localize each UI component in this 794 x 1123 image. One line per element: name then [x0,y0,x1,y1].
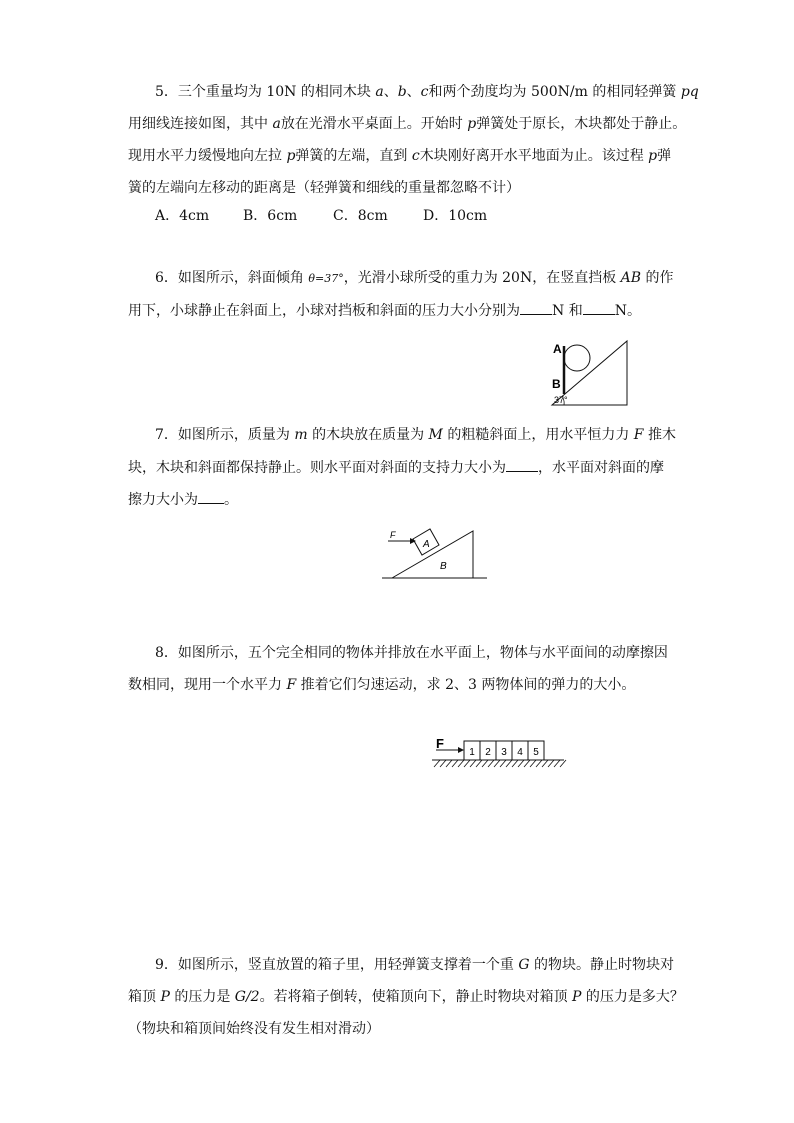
q7-line-2: 块，木块和斜面都保持静止。则水平面对斜面的支持力大小为 ，水平面对斜面的摩 [128,457,664,478]
hatch-mark [446,760,452,767]
box-label-1: 1 [469,747,475,758]
hatch-mark [488,760,494,767]
hatch-mark [524,760,530,767]
hatch-mark [458,760,464,767]
q7-wedge-figure [380,525,490,581]
hatch-mark [494,760,500,767]
hatch-mark [512,760,518,767]
label-b: B [552,377,561,391]
hatch-mark [518,760,524,767]
hatch-mark [470,760,476,767]
hatch-mark [482,760,488,767]
hatch-mark [560,760,566,767]
hatch-mark [536,760,542,767]
answer-blank-3[interactable] [506,457,538,472]
q9-line-3: （物块和箱顶间始终没有发生相对滑动） [128,1021,380,1037]
option-b[interactable]: B．6cm [243,208,298,224]
answer-blank-2[interactable] [583,300,615,315]
q6-incline-figure [540,336,630,408]
hatch-mark [434,760,440,767]
box-label-2: 2 [485,747,491,758]
force-label: F [390,530,396,540]
force-arrow-head [458,747,464,753]
q9-line-1: 9．如图所示，竖直放置的箱子里，用轻弹簧支撑着一个重 G 的物块。静止时物块对 [155,957,674,973]
ball [564,345,590,371]
label-a: A [553,342,562,356]
q5-line-2: 用细线连接如图，其中 a放在光滑水平桌面上。开始时 p弹簧处于原长，木块都处于静止。 [128,116,687,132]
q8-boxes-figure [430,736,570,772]
force-label: F [436,736,444,751]
hatch-mark [452,760,458,767]
box-label-3: 3 [501,747,507,758]
hatch-mark [542,760,548,767]
q5-line-4: 簧的左端向左移动的距离是（轻弹簧和细线的重量都忽略不计） [128,180,520,196]
angle-label: 37° [554,395,568,405]
answer-blank-4[interactable] [198,489,224,504]
box-row [464,741,544,760]
q7-line-1: 7．如图所示，质量为 m 的木块放在质量为 M 的粗糙斜面上，用水平恒力力 F 推木 [155,427,676,443]
option-d[interactable]: D．10cm [423,208,488,224]
box-label-4: 4 [517,747,523,758]
answer-blank-1[interactable] [520,300,552,315]
hatch-mark [506,760,512,767]
q8-line-2: 数相同，现用一个水平力 F 推着它们匀速运动，求 2、3 两物体间的弹力的大小。 [128,677,636,693]
hatch-mark [530,760,536,767]
q9-line-2: 箱顶 P 的压力是 G/2。若将箱子倒转，使箱顶向下，静止时物块对箱顶 P 的压力是多大？ [128,989,684,1005]
wedge-label: B [440,561,447,572]
hatch-mark [500,760,506,767]
option-a[interactable]: A．4cm [155,208,210,224]
hatch-mark [554,760,560,767]
hatch-mark [548,760,554,767]
q5-line-1: 5．三个重量均为 10N 的相同木块 a、b、c和两个劲度均为 500N/m 的相同轻弹簧 pq [155,84,699,100]
q6-line-2: 用下，小球静止在斜面上，小球对挡板和斜面的压力大小分别为 N 和 N。 [128,300,641,321]
q6-line-1: 6．如图所示，斜面倾角 θ=37°，光滑小球所受的重力为 20N，在竖直挡板 AB 的作 [155,270,674,286]
hatch-mark [464,760,470,767]
q5-options [155,206,487,226]
q5-line-3: 现用水平力缓慢地向左拉 p弹簧的左端，直到 c木块刚好离开水平地面为止。该过程 p弹 [128,148,672,164]
q7-line-3: 擦力大小为 。 [128,489,238,510]
option-c[interactable]: C．8cm [333,208,388,224]
ground-hatching [434,760,566,767]
hatch-mark [440,760,446,767]
hatch-mark [476,760,482,767]
q8-line-1: 8．如图所示，五个完全相同的物体并排放在水平面上，物体与水平面间的动摩擦因 [155,645,668,661]
box-label-5: 5 [533,747,539,758]
block-label: A [423,539,430,550]
